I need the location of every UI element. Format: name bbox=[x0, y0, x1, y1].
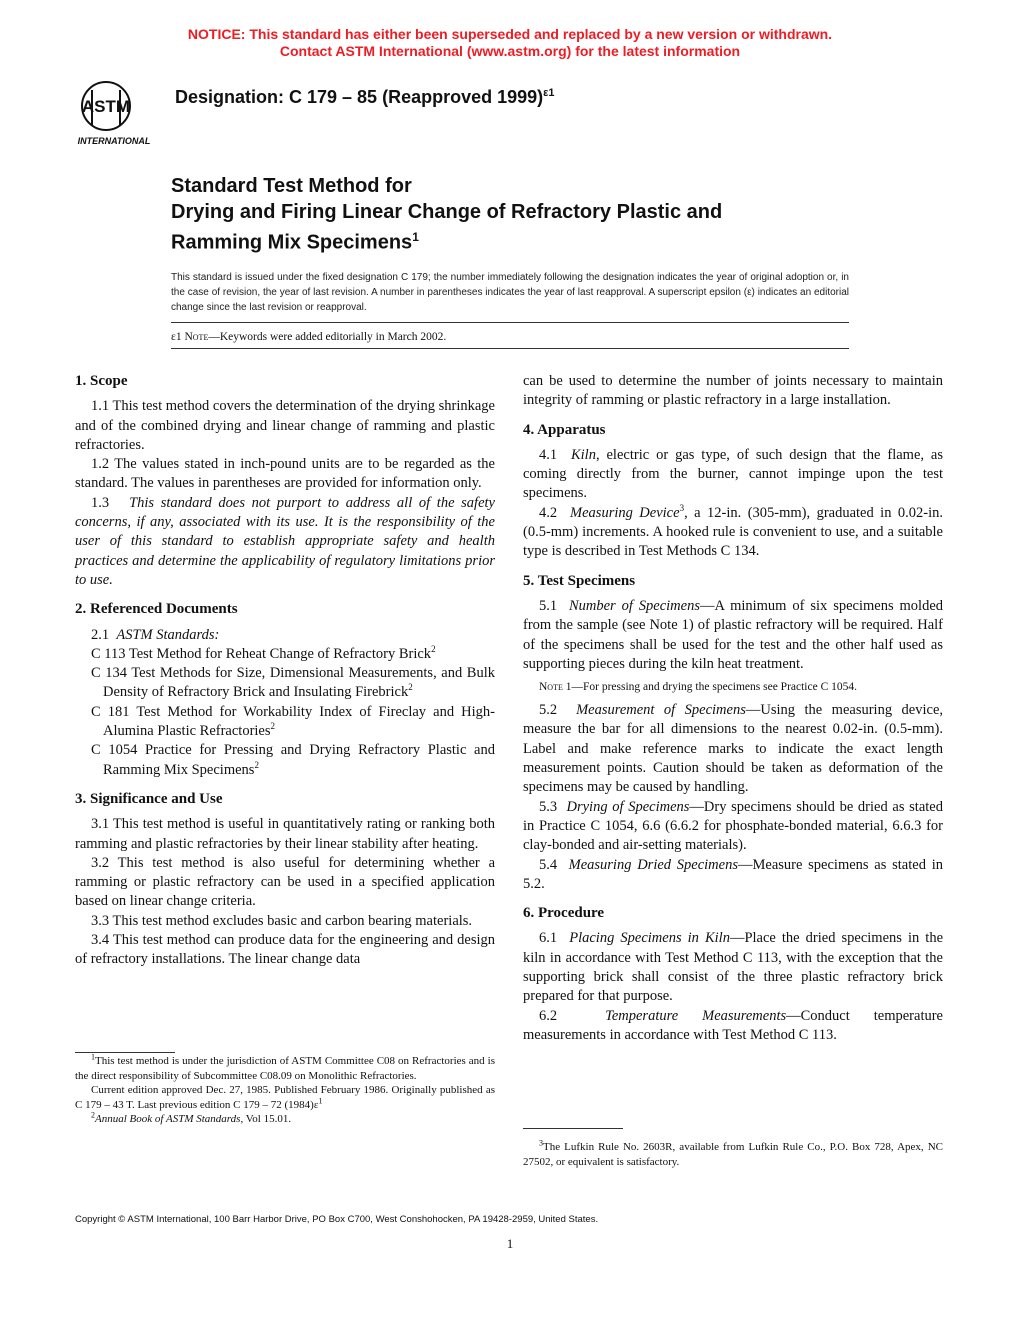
title-line-2: Drying and Firing Linear Change of Refractory Plastic and bbox=[171, 200, 723, 223]
editorial-text: —Keywords were added editorially in March 2002. bbox=[208, 331, 447, 343]
reference-item bbox=[75, 664, 495, 703]
specimens-5-2-term: Measurement of Specimens bbox=[576, 702, 746, 719]
note-1-text: —For pressing and drying the specimens see Practice C 1054. bbox=[571, 681, 858, 694]
copyright: Copyright © ASTM International, 100 Barr Harbor Drive, PO Box C700, West Conshohocken, PA 19428-2959, United States. bbox=[75, 1214, 599, 1225]
footnote-2-text: , Vol 15.01. bbox=[240, 1113, 292, 1125]
specimens-5-4-text: —Measure specimens as stated in 5.2. bbox=[523, 856, 943, 892]
scope-1-3 bbox=[75, 494, 495, 590]
ref-c134-sup: 2 bbox=[408, 682, 413, 693]
divider-top bbox=[171, 322, 849, 323]
logo-subtext: INTERNATIONAL bbox=[77, 136, 151, 146]
ref-c181: C 181 Test Method for Workability Index of Fireclay and High-Alumina Plastic Refractories bbox=[91, 703, 495, 740]
title-line-3: Ramming Mix Specimens bbox=[171, 231, 413, 254]
apparatus-4-2-text: , a 12-in. (305-mm), graduated in 0.02-in. (0.5-mm) increments. A hooked rule is convenient to use, and a suitable type is described in Test Methods C 134. bbox=[523, 504, 944, 560]
specimens-5-3-num: 5.3 bbox=[539, 798, 558, 815]
specimens-5-3-text: —Dry specimens should be dried as stated in Practice C 1054, 6.6 (6.6.2 for phosphate-bonded material, 6.6.3 for clay-bonded and air-setting materials). bbox=[523, 798, 943, 854]
significance-3-3: 3.3 This test method excludes basic and carbon bearing materials. bbox=[91, 912, 473, 929]
specimens-5-2-num: 5.2 bbox=[539, 702, 558, 719]
document-title bbox=[171, 174, 871, 256]
footnote-1b-text: Current edition approved Dec. 27, 1985. Published February 1986. Originally published as C 179 – 43 T. Last previous edition C 179 – 72 (1984)ε bbox=[75, 1084, 495, 1111]
apparatus-4-1 bbox=[523, 446, 943, 504]
footnote-divider-left bbox=[75, 1052, 175, 1053]
footnote-1-mark: 1 bbox=[91, 1052, 95, 1062]
specimens-5-1 bbox=[523, 597, 943, 674]
apparatus-4-2 bbox=[523, 504, 943, 562]
reference-item bbox=[75, 741, 495, 780]
section-heading-scope: 1. Scope bbox=[75, 373, 128, 389]
designation-epsilon: ε1 bbox=[543, 87, 555, 99]
divider-bottom bbox=[171, 348, 849, 349]
specimens-5-2 bbox=[523, 701, 943, 797]
designation bbox=[175, 87, 554, 108]
specimens-5-1-text: —A minimum of six specimens molded from the sample (see Note 1) of plastic refractory will be required. Half of the specimens shall be used for the test and the other half used as supporting pieces during the kiln heat treatment. bbox=[523, 597, 943, 672]
apparatus-4-2-term: Measuring Device bbox=[570, 504, 680, 521]
apparatus-4-2-sup: 3 bbox=[679, 502, 685, 513]
apparatus-4-1-num: 4.1 bbox=[539, 446, 558, 463]
note-1 bbox=[523, 680, 943, 695]
title-footnote-mark: 1 bbox=[412, 230, 419, 244]
withdrawal-notice bbox=[0, 26, 1020, 60]
scope-1-2: 1.2 The values stated in inch-pound units are to be regarded as the standard. The values in parentheses are provided for information only. bbox=[75, 456, 495, 492]
notice-line-2: Contact ASTM International (www.astm.org) for the latest information bbox=[279, 43, 741, 59]
editorial-label: Note bbox=[184, 331, 209, 343]
editorial-note bbox=[171, 330, 446, 344]
logo-text: ASTM bbox=[81, 97, 131, 116]
note-1-label: Note 1 bbox=[539, 681, 572, 694]
footnote-2-title: Annual Book of ASTM Standards bbox=[95, 1113, 241, 1125]
left-column bbox=[75, 372, 495, 970]
section-heading-specimens: 5. Test Specimens bbox=[523, 572, 636, 589]
footnote-1b-sup: 1 bbox=[318, 1095, 323, 1105]
referenced-2-1 bbox=[75, 626, 495, 645]
referenced-2-1-num: 2.1 bbox=[91, 626, 110, 643]
significance-3-4: 3.4 This test method can produce data for the engineering and design of refractory installations. The linear change data bbox=[75, 932, 495, 968]
significance-3-4-continued: can be used to determine the number of joints necessary to maintain integrity of ramming or plastic refractory in a large installation. bbox=[523, 373, 943, 409]
designation-text: Designation: C 179 – 85 (Reapproved 1999) bbox=[175, 87, 544, 107]
ref-c1054-sup: 2 bbox=[254, 759, 259, 770]
footnote-1-text: This test method is under the jurisdiction of ASTM Committee C08 on Refractories and is the direct responsibility of Subcommittee C08.09 on Monolithic Refractories. bbox=[75, 1055, 495, 1082]
procedure-6-2-num: 6.2 bbox=[539, 1007, 558, 1024]
scope-1-1: 1.1 This test method covers the determination of the drying shrinkage and of the combined drying and linear change of ramming and plastic refractories. bbox=[75, 398, 495, 453]
reference-item bbox=[75, 645, 495, 664]
procedure-6-1-text: —Place the dried specimens in the kiln in accordance with Test Method C 113, with the exception that the supporting brick shall consist of the three plastic refractory brick prepared for that purpose. bbox=[523, 930, 944, 1005]
apparatus-4-2-num: 4.2 bbox=[539, 504, 558, 521]
footnotes-right bbox=[523, 1140, 943, 1169]
footnote-divider-right bbox=[523, 1128, 623, 1129]
procedure-6-2-term: Temperature Measurements bbox=[605, 1007, 787, 1024]
apparatus-4-1-text: , electric or gas type, of such design that the flame, as coming directly from the burner, cannot impinge upon the test specimens. bbox=[523, 446, 944, 502]
footnote-2 bbox=[75, 1112, 495, 1127]
reference-item bbox=[75, 703, 495, 742]
scope-1-3-num: 1.3 bbox=[91, 494, 110, 511]
section-heading-referenced: 2. Referenced Documents bbox=[75, 601, 238, 618]
issue-statement: This standard is issued under the fixed designation C 179; the number immediately following the designation indicates the year of original adoption or, in the case of revision, the year of last revision. A number in parentheses indicates the year of last reapproval. A superscript epsilon (ε) indicates an editorial change since the last revision or reapproval. bbox=[171, 272, 849, 313]
footnote-3 bbox=[523, 1140, 943, 1169]
ref-c113: C 113 Test Method for Reheat Change of Refractory Brick bbox=[91, 645, 432, 662]
specimens-5-1-term: Number of Specimens bbox=[568, 597, 700, 614]
footnote-3-text: The Lufkin Rule No. 2603R, available from Lufkin Rule Co., P.O. Box 728, Apex, NC 27502, or equivalent is satisfactory. bbox=[523, 1141, 943, 1168]
ref-c1054: C 1054 Practice for Pressing and Drying Refractory Plastic and Ramming Mix Specimens bbox=[91, 742, 495, 778]
astm-logo bbox=[66, 76, 162, 148]
editorial-mark: ε1 bbox=[171, 331, 182, 343]
section-heading-apparatus: 4. Apparatus bbox=[523, 421, 606, 438]
specimens-5-4-num: 5.4 bbox=[539, 856, 558, 873]
significance-3-2: 3.2 This test method is also useful for determining whether a ramming or plastic refractory can be used in a specified application based on linear change criteria. bbox=[75, 854, 495, 910]
procedure-6-2-text: —Conduct temperature measurements in accordance with Test Method C 113. bbox=[523, 1007, 943, 1043]
scope-1-3-text: This standard does not purport to address all of the safety concerns, if any, associated with its use. It is the responsibility of the user of this standard to establish appropriate safety and health practices and determine the applicability of regulatory limitations prior to use. bbox=[75, 494, 495, 588]
specimens-5-4 bbox=[523, 856, 943, 895]
referenced-2-1-label: ASTM Standards: bbox=[116, 626, 220, 643]
footnote-1b bbox=[75, 1083, 495, 1112]
section-heading-significance: 3. Significance and Use bbox=[75, 790, 223, 807]
ref-c134: C 134 Test Methods for Size, Dimensional Measurements, and Bulk Density of Refractory Brick and Insulating Firebrick bbox=[91, 665, 495, 701]
procedure-6-2 bbox=[523, 1007, 943, 1046]
procedure-6-1 bbox=[523, 929, 943, 1006]
title-line-1: Standard Test Method for bbox=[171, 175, 412, 197]
procedure-6-1-num: 6.1 bbox=[539, 930, 558, 947]
notice-line-1: NOTICE: This standard has either been superseded and replaced by a new version or withdrawn. bbox=[187, 26, 833, 42]
specimens-5-4-term: Measuring Dried Specimens bbox=[568, 856, 738, 873]
section-heading-procedure: 6. Procedure bbox=[523, 905, 605, 922]
apparatus-4-1-term: Kiln bbox=[570, 446, 596, 463]
footnote-3-mark: 3 bbox=[539, 1138, 543, 1148]
page-number: 1 bbox=[506, 1236, 514, 1251]
specimens-5-3-term: Drying of Specimens bbox=[566, 798, 690, 815]
footnote-1 bbox=[75, 1054, 495, 1083]
specimens-5-2-text: —Using the measuring device, measure the bar for all dimensions to the nearest 0.02-in. (0.5-mm). Label and make reference marks to indicate the exact length measurement points. Caution should be taken as deformation of the specimens may be caused by handling. bbox=[523, 702, 943, 796]
significance-3-1: 3.1 This test method is useful in quantitatively rating or ranking both ramming and plastic refractories by their linear stability after heating. bbox=[75, 816, 495, 852]
footnote-2-mark: 2 bbox=[91, 1110, 95, 1120]
specimens-5-3 bbox=[523, 798, 943, 856]
ref-c181-sup: 2 bbox=[270, 721, 276, 732]
specimens-5-1-num: 5.1 bbox=[539, 597, 558, 614]
right-column bbox=[523, 372, 943, 1045]
footnotes-left bbox=[75, 1054, 495, 1127]
ref-c113-sup: 2 bbox=[431, 644, 436, 655]
procedure-6-1-term: Placing Specimens in Kiln bbox=[569, 930, 730, 947]
